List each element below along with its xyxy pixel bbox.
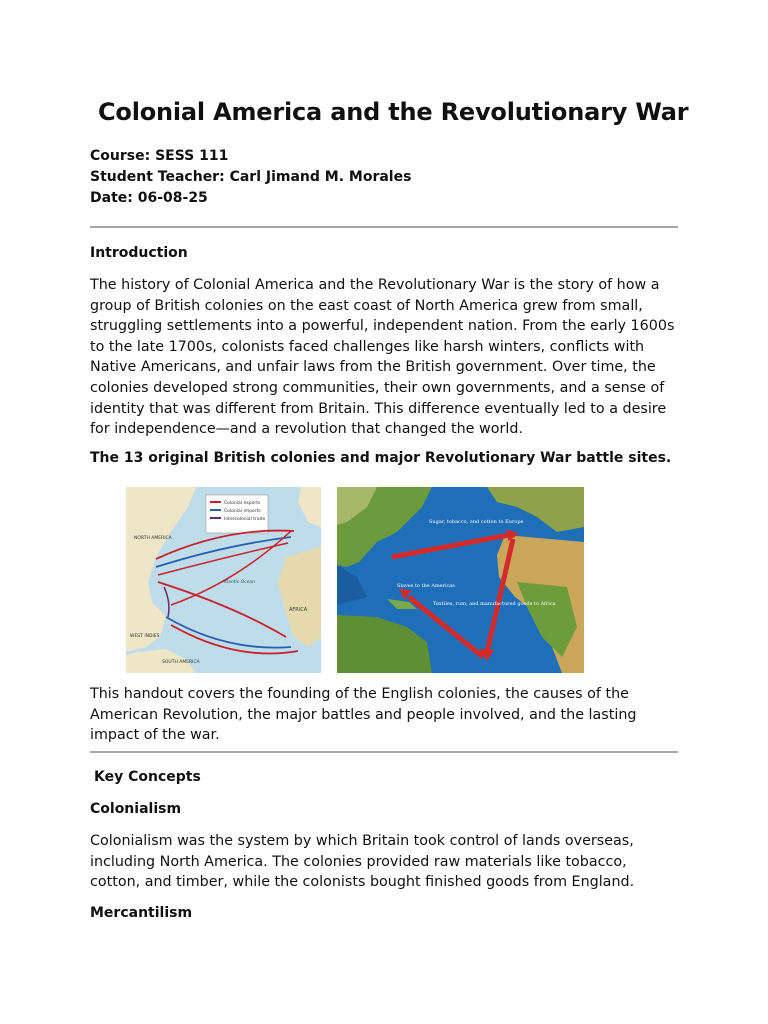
- handout-page: [90, 92, 689, 921]
- course-meta: [90, 146, 678, 209]
- label-to-europe: Sugar, tobacco, and cotton to Europe: [429, 519, 524, 525]
- trade-routes-map: [126, 487, 321, 673]
- page-title: Colonial America and the Revolutionary War: [98, 98, 689, 126]
- section-divider-2: [90, 751, 678, 753]
- label-west-indies: WEST INDIES: [130, 634, 160, 639]
- date-line: Date: 06-08-25: [90, 190, 208, 206]
- introduction-heading: Introduction: [90, 245, 188, 261]
- legend-imports: Colonial imports: [224, 509, 261, 514]
- colonialism-paragraph: Colonialism was the system by which Britain took control of lands overseas, including North America. The colonies provided raw materials like tobacco, cotton, and timber, while the colonists bought finished goods from England.: [90, 833, 635, 891]
- triangular-trade-map: [337, 487, 584, 673]
- label-slaves: Slaves to the Americas: [397, 583, 455, 589]
- label-atlantic: Atlantic Ocean: [222, 580, 256, 585]
- course-line: Course: SESS 111: [90, 148, 229, 164]
- section-divider-2-wrap: [90, 751, 678, 753]
- section-divider: [90, 226, 678, 228]
- label-to-africa: Textiles, rum, and manufactured goods to Africa: [433, 601, 556, 607]
- teacher-line: Student Teacher: Carl Jimand M. Morales: [90, 169, 412, 185]
- handout-summary: This handout covers the founding of the English colonies, the causes of the American Revolution, the major battles and people involved, and the lasting impact of the war.: [90, 686, 637, 744]
- mercantilism-heading: Mercantilism: [90, 905, 193, 921]
- label-north-america: NORTH AMERICA: [134, 536, 172, 541]
- label-africa: AFRICA: [289, 607, 308, 613]
- label-south-america: SOUTH AMERICA: [162, 660, 200, 665]
- colonialism-heading: Colonialism: [90, 801, 182, 817]
- title-row: [90, 92, 689, 132]
- key-concepts-heading: Key Concepts: [94, 769, 201, 785]
- figure-images: [126, 487, 586, 673]
- introduction-paragraph: The history of Colonial America and the Revolutionary War is the story of how a group of British colonies on the east coast of North America grew from small, struggling settlements into a powerful, independent nation. From the early 1600s to the late 1700s, colonists faced challenges like harsh winters, conflicts with Native Americans, and unfair laws from the British government. Over time, the colonies developed strong communities, their own governments, and a sense of identity that was different from Britain. This difference eventually led to a desire for independence—and a revolution that changed the world.: [90, 277, 675, 438]
- figure-caption: The 13 original British colonies and major Revolutionary War battle sites.: [90, 449, 672, 466]
- legend-exports: Colonial exports: [224, 501, 261, 506]
- legend-intercolonial: Intercolonial trade: [224, 517, 266, 522]
